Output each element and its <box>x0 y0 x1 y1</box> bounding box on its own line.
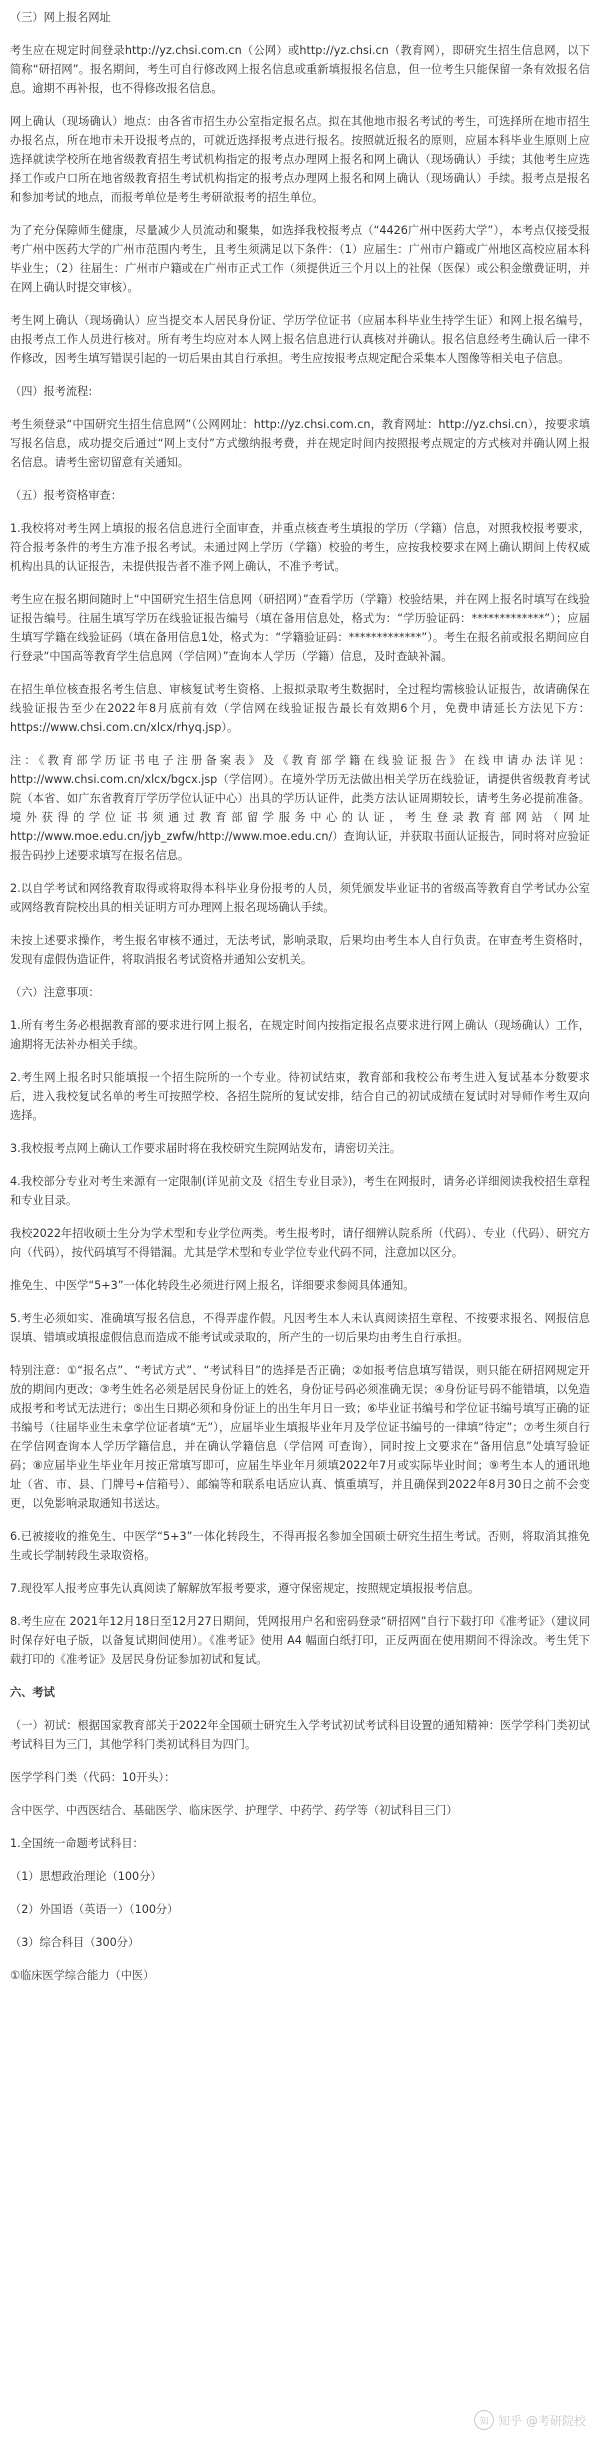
paragraph: 我校2022年招收硕士生分为学术型和专业学位两类。考生报考时，请仔细辨认院系所（代码）、专业（代码）、研究方向（代码），按代码填写不得错漏。尤其是学术型和专业学位专业代码不同，注意加以区分。 <box>10 1227 590 1259</box>
paragraph: 考生网上确认（现场确认）应当提交本人居民身份证、学历学位证书（应届本科毕业生持学生证）和网上报名编号，由报考点工作人员进行核对。所有考生均应对本人网上报名信息进行认真核对并确认。报名信息经考生确认后一律不作修改，因考生填写错误引起的一切后果由其自行承担。考生应按报考点规定配合采集本人图像等相关电子信息。 <box>10 314 590 365</box>
paragraph: 3.我校报考点网上确认工作要求届时将在我校研究生院网站发布，请密切关注。 <box>10 1142 402 1155</box>
paragraph: 考生应在规定时间登录http://yz.chsi.com.cn（公网）或http://yz.chsi.cn（教育网），即研究生招生信息网，以下简称“研招网”。报名期间，考生可自行修改网上报名信息或重新填报报名信息，但一位考生只能保留一条有效报名信息。逾期不再补报，也不得修改报名信息。 <box>10 44 590 95</box>
article <box>10 8 590 2438</box>
paragraph: 推免生、中医学“5+3”一体化转段生必须进行网上报名，详细要求参阅具体通知。 <box>10 1279 415 1292</box>
paragraph: 6.已被接收的推免生、中医学“5+3”一体化转段生，不得再报名参加全国硕士研究生招生考试。否则，将取消其推免生或长学制转段生录取资格。 <box>10 1530 590 1562</box>
paragraph: 在招生单位核查报名考生信息、审核复试考生资格、上报拟录取考生数据时，全过程均需核验认证报告，故请确保在线验证报告至少在2022年8月底前有效（学信网在线验证报告最长有效期6个月，免费申请延长方法见下方：https://www.chsi.com.cn/xlcx/rhyq.jsp）。 <box>10 683 590 734</box>
paragraph: 网上确认（现场确认）地点：由各省市招生办公室指定报名点。拟在其他地市报名考试的考生，可选择所在地市招生办报名点，所在地市未开设报考点的，可就近选择报考点进行报名。按照就近报名的原则，应届本科毕业生原则上应选择就读学校所在地省级教育招生考试机构指定的报考点办理网上报名和网上确认（现场确认）手续；其他考生应选择工作或户口所在地省级教育招生考试机构指定的报考点办理网上报名和网上确认（现场确认）手续。报考点是报名和参加考试的地点，而报考单位是考生考研欲报考的招生单位。 <box>10 115 590 204</box>
paragraph: 7.现役军人报考应事先认真阅读了解解放军报考要求，遵守保密规定，按照规定填报报考信息。 <box>10 1582 480 1595</box>
paragraph: 2.考生网上报名时只能填报一个招生院所的一个专业。待初试结束，教育部和我校公布考生进入复试基本分数要求后，进入我校复试名单的考生可按照学校、各招生院所的复试安排，结合自己的初试成绩在复试时对导师作考生双向选择。 <box>10 1071 590 1122</box>
paragraph: 1.我校将对考生网上填报的报名信息进行全面审查，并重点核查考生填报的学历（学籍）信息，对照我校报考要求，符合报考条件的考生方准予报名考试。未通过网上学历（学籍）校验的考生，应按我校要求在网上确认期间上传权威机构出具的认证报告，未提供报告者不准予网上确认，不准予考试。 <box>10 522 590 573</box>
paragraph: （一）初试：根据国家教育部关于2022年全国硕士研究生入学考试初试考试科目设置的通知精神：医学学科门类初试考试科目为三门，其他学科门类初试科目为四门。 <box>10 1719 590 1751</box>
list-item: （3）综合科目（300分） <box>10 1936 140 1949</box>
section-title-registration-process: （四）报考流程: <box>10 385 93 398</box>
paragraph: 5.考生必须如实、准确填写报名信息，不得弄虚作假。凡因考生本人未认真阅读招生章程、不按要求报名、网报信息误填、错填或填报虚假信息而造成不能考试或录取的，所产生的一切后果均由考生自行承担。 <box>10 1312 590 1344</box>
paragraph: 4.我校部分专业对考生来源有一定限制(详见前文及《招生专业目录》)，考生在网报时，请务必详细阅读我校招生章程和专业目录。 <box>10 1175 590 1207</box>
section-title-notes: （六）注意事项： <box>10 986 100 999</box>
paragraph: 含中医学、中西医结合、基础医学、临床医学、护理学、中药学、药学等（初试科目三门） <box>10 1804 458 1817</box>
zhihu-watermark <box>474 2410 586 2430</box>
paragraph: 未按上述要求操作，考生报名审核不通过，无法考试，影响录取，后果均由考生本人自行负责。在审查考生资格时，发现有虚假伪造证件，将取消报名考试资格并通知公安机关。 <box>10 934 590 966</box>
section-title-eligibility-review: （五）报考资格审查： <box>10 489 122 502</box>
paragraph: 8.考生应在 2021年12月18日至12月27日期间，凭网报用户名和密码登录“研招网”自行下载打印《准考证》（建议同时保存好电子版，以备复试期间使用）。《准考证》使用 A4 幅面白纸打印，正反两面在使用期间不得涂改。考生凭下载打印的《准考证》及居民身份证参加初试和复试。 <box>10 1615 590 1666</box>
watermark-text: 知乎 @考研院校 <box>498 2413 586 2428</box>
paragraph: 2.以自学考试和网络教育取得或将取得本科毕业身份报考的人员，须凭颁发毕业证书的省级高等教育自学考试办公室或网络教育院校出具的相关证明方可办理网上报名现场确认手续。 <box>10 882 590 914</box>
paragraph: 特别注意：①“报名点”、“考试方式”、“考试科目”的选择是否正确；②如报考信息填写错误，则只能在研招网规定开放的期间内更改；③考生姓名必须是居民身份证上的姓名，身份证号码必须准确无误；④身份证号码不能错填，以免造成报考和考试无法进行；⑤出生日期必须和身份证上的出生年月日一致；⑥毕业证书编号和学位证书编号填写正确的证书编号（往届毕业生未拿学位证者填“无”），应届毕业生填报毕业年月及学位证书编号的一律填“待定”；⑦考生须自行在学信网查询本人学历学籍信息，并在确认学籍信息（学信网 可查询），同时按上文要求在“备用信息”处填写验证码；⑧应届毕业生毕业年月按正常填写即可，应届生毕业年月须填2022年7月或实际毕业时间；⑨考生本人的通讯地址（省、市、县、门牌号+信箱号）、邮编等和联系电话应认真、慎重填写，并且确保到2022年8月30日之前不会变更，以免影响录取通知书送达。 <box>10 1364 590 1510</box>
paragraph: 为了充分保障师生健康，尽量减少人员流动和聚集，如选择我校报考点（“4426广州中医药大学”），本考点仅接受报考广州中医药大学的广州市范围内考生，且考生须满足以下条件：（1）应届生：广州市户籍或广州地区高校应届本科毕业生；（2）往届生：广州市户籍或在广州市正式工作（须提供近三个月以上的社保（医保）或公积金缴费证明，并在网上确认时提交审核）。 <box>10 224 590 294</box>
paragraph: 考生须登录“中国研究生招生信息网”（公网网址：http://yz.chsi.com.cn，教育网址：http://yz.chsi.cn），按要求填写报名信息，成功提交后通过“网上支付”方式缴纳报考费，并在规定时间内按照报考点规定的方式核对并确认网上报名信息。请考生密切留意有关通知。 <box>10 418 590 469</box>
paragraph: 注：《教育部学历证书电子注册备案表》及《教育部学籍在线验证报告》在线申请办法详见：http://www.chsi.com.cn/xlcx/bgcx.jsp（学信网）。在境外学历无法做出相关学历在线验证，请提供省级教育考试院（本省、如广东省教育厅学历学位认证中心）出具的学历认证件，此类方法认证周期较长，请考生务必提前准备。境外获得的学位证书须通过教育部留学服务中心的认证，考生登录教育部网站（网址http://www.moe.edu.cn/jyb_zwfw/http://www.moe.edu.cn/）查询认证，并获取书面认证报告，同时将对应验证报告码抄上述要求填写在报名信息。 <box>10 754 590 862</box>
section-title-exam: 六、考试 <box>10 1686 55 1699</box>
section-title-online-registration-url: （三）网上报名网址 <box>10 11 111 24</box>
zhihu-logo-icon: 知 <box>474 2410 494 2430</box>
paragraph: 考生应在报名期间随时上“中国研究生招生信息网（研招网）”查看学历（学籍）校验结果，并在网上报名时填写在线验证报告编号。往届生填写学历在线验证报告编号（填在备用信息处，格式为：“学历验证码：*************”）；应届生填写学籍在线验证码（填在备用信息1处，格式为：“学籍验证码：*************”）。考生在报名前或报名期间应自行登录“中国高等教育学生信息网（学信网）”查询本人学历（学籍）信息，及时查缺补漏。 <box>10 593 590 663</box>
paragraph: 1.所有考生务必根据教育部的要求进行网上报名，在规定时间内按指定报名点要求进行网上确认（现场确认）工作，逾期将无法补办相关手续。 <box>10 1019 590 1051</box>
list-item: ①临床医学综合能力（中医） <box>10 1969 155 1982</box>
list-item: （2）外国语（英语一）（100分） <box>10 1903 179 1916</box>
paragraph: 医学学科门类（代码：10开头）： <box>10 1771 176 1784</box>
list-item: （1）思想政治理论（100分） <box>10 1870 162 1883</box>
paragraph: 1.全国统一命题考试科目： <box>10 1837 144 1850</box>
